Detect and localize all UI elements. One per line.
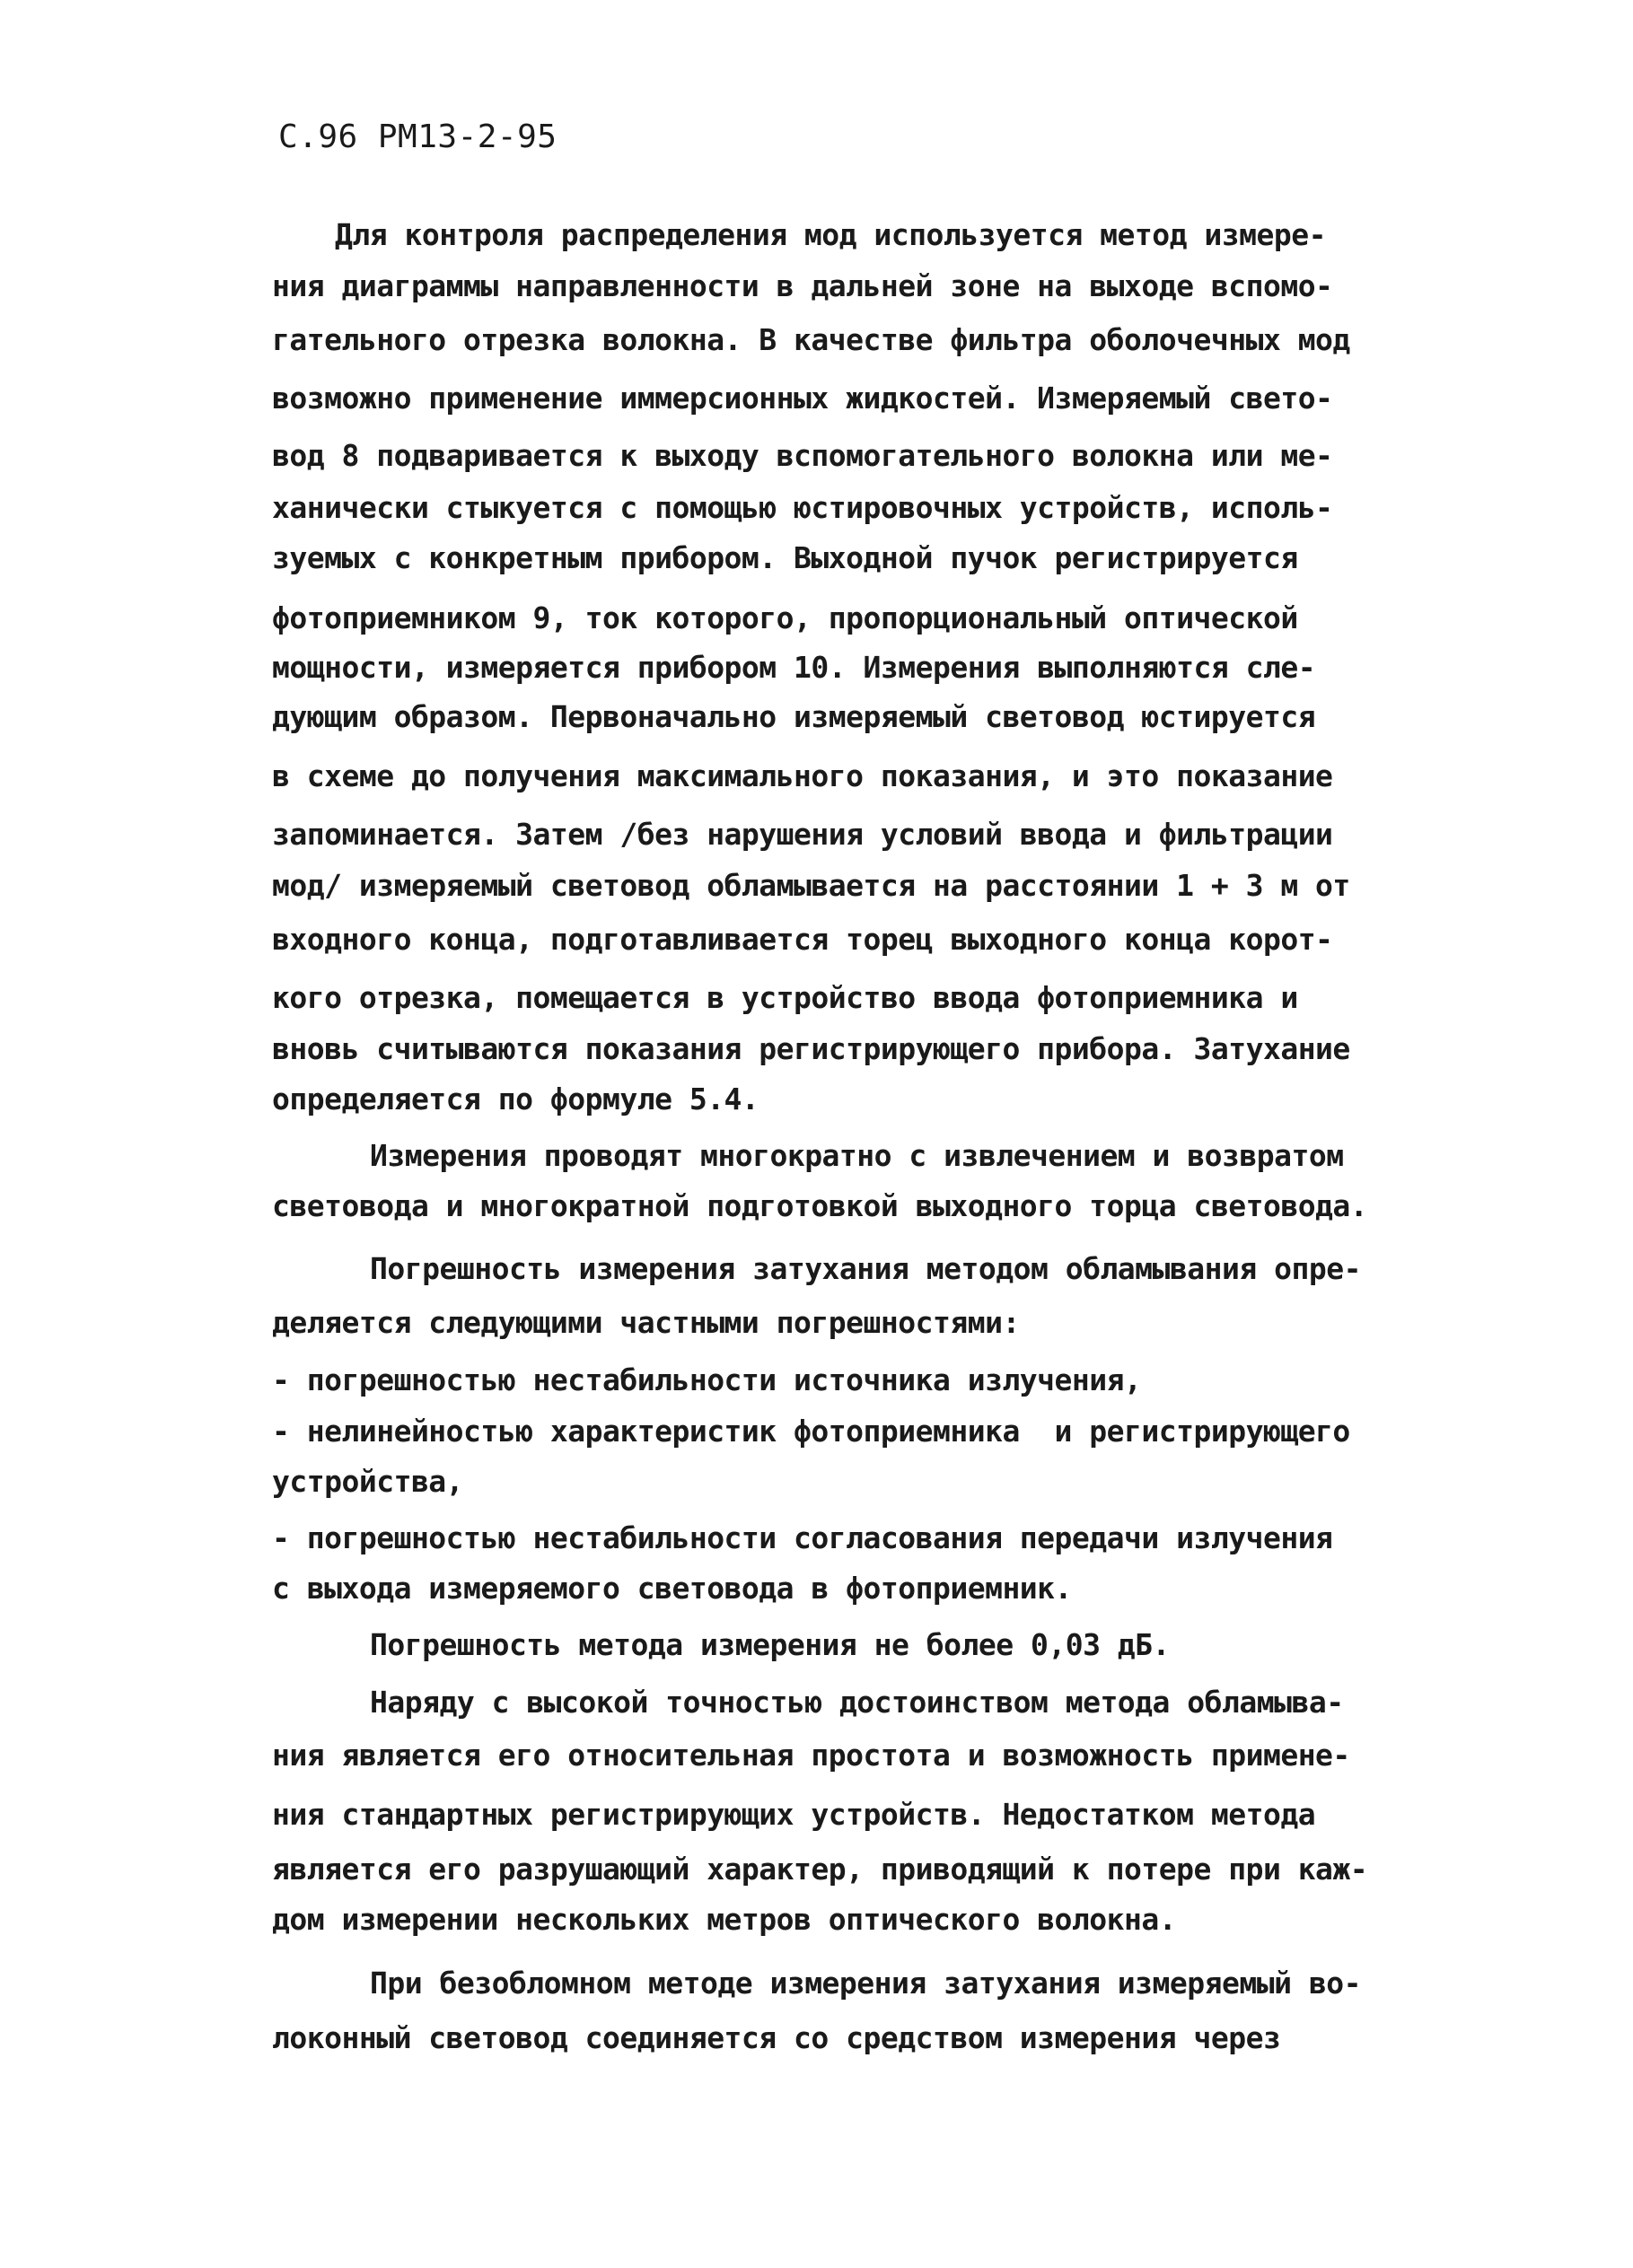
text-line: Погрешность измерения затухания методом обламывания опре- <box>370 1251 1361 1286</box>
text-line: Измерения проводят многократно с извлечением и возвратом <box>370 1138 1344 1173</box>
text-line: вновь считываются показания регистрирующего прибора. Затухание <box>272 1031 1350 1066</box>
text-line: является его разрушающий характер, приводящий к потере при каж- <box>272 1852 1368 1887</box>
text-line: устройства, <box>272 1464 464 1499</box>
text-line: - погрешностью нестабильности источника излучения, <box>272 1362 1142 1397</box>
text-line: - погрешностью нестабильности согласования передачи излучения <box>272 1520 1333 1555</box>
text-line: гательного отрезка волокна. В качестве фильтра оболочечных мод <box>272 322 1350 357</box>
text-line: ния стандартных регистрирующих устройств. Недостатком метода <box>272 1797 1316 1832</box>
text-line: При безобломном методе измерения затухания измеряемый во- <box>370 1966 1361 2001</box>
text-line: ния является его относительная простота и возможность примене- <box>272 1738 1350 1773</box>
text-line: Наряду с высокой точностью достоинством метода обламыва- <box>370 1685 1344 1720</box>
text-line: зуемых с конкретным прибором. Выходной пучок регистрируется <box>272 540 1298 575</box>
text-line: ханически стыкуется с помощью юстировочных устройств, исполь- <box>272 490 1333 525</box>
text-line: ния диаграммы направленности в дальней зоне на выходе вспомо- <box>272 268 1333 303</box>
text-line: входного конца, подготавливается торец выходного конца корот- <box>272 922 1333 957</box>
text-line: фотоприемником 9, ток которого, пропорциональный оптической <box>272 600 1298 635</box>
text-line: локонный световод соединяется со средством измерения через <box>272 2020 1281 2055</box>
text-line: с выхода измеряемого световода в фотоприемник. <box>272 1571 1072 1606</box>
text-line: - нелинейностью характеристик фотоприемника и регистрирующего <box>272 1414 1350 1449</box>
text-line: дом измерении нескольких метров оптического волокна. <box>272 1902 1177 1937</box>
page-header: С.96 РМ13-2-95 <box>278 118 558 155</box>
text-line: Для контроля распределения мод используется метод измере- <box>335 217 1326 252</box>
text-line: вод 8 подваривается к выходу вспомогательного волокна или ме- <box>272 438 1333 473</box>
text-line: световода и многократной подготовкой выходного торца световода. <box>272 1188 1368 1223</box>
text-line: в схеме до получения максимального показания, и это показание <box>272 758 1333 793</box>
text-line: Погрешность метода измерения не более 0,03 дБ. <box>370 1627 1170 1662</box>
text-line: определяется по формуле 5.4. <box>272 1081 759 1116</box>
text-line: мощности, измеряется прибором 10. Измерения выполняются сле- <box>272 650 1316 685</box>
text-line: кого отрезка, помещается в устройство ввода фотоприемника и <box>272 980 1298 1015</box>
text-line: деляется следующими частными погрешностями: <box>272 1305 1020 1340</box>
text-line: дующим образом. Первоначально измеряемый световод юстируется <box>272 699 1316 734</box>
text-line: запоминается. Затем /без нарушения условий ввода и фильтрации <box>272 817 1333 852</box>
text-line: возможно применение иммерсионных жидкостей. Измеряемый свето- <box>272 381 1333 416</box>
text-line: мод/ измеряемый световод обламывается на расстоянии 1 + 3 м от <box>272 868 1350 903</box>
